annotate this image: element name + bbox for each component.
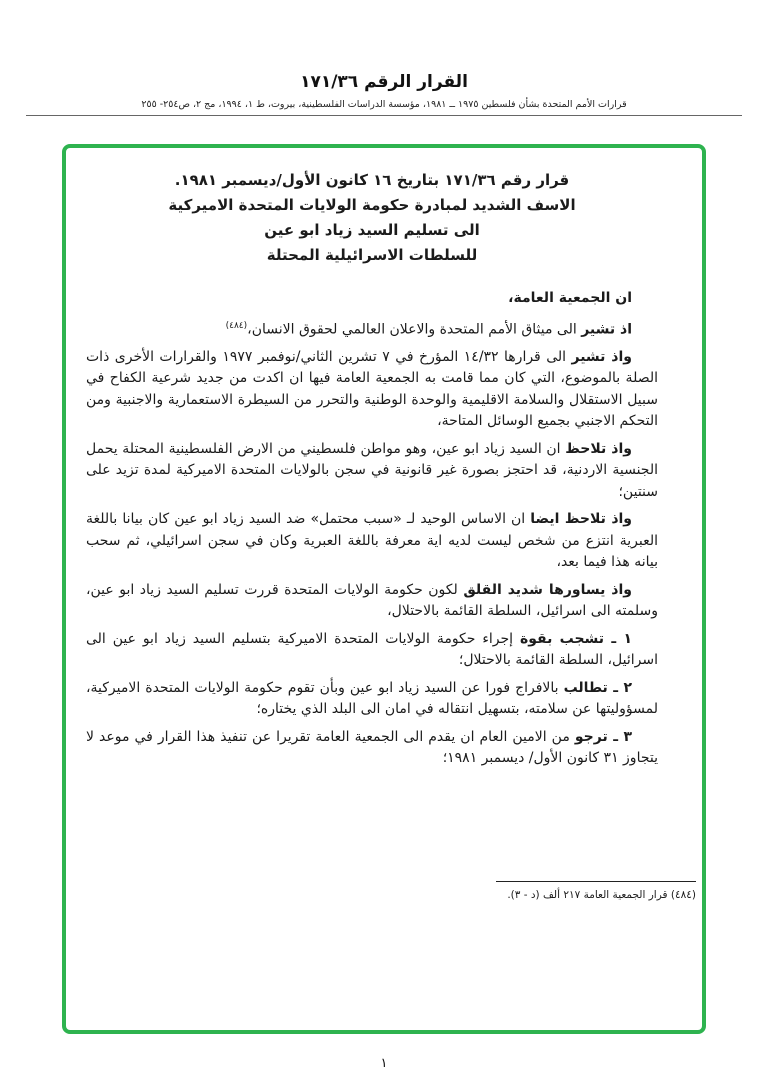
document-title: القرار الرقم ١٧١/٣٦: [300, 72, 468, 92]
citation-line: قرارات الأمم المتحدة بشأن فلسطين ١٩٧٥ ــ ١٩٨١، مؤسسة الدراسات الفلسطينية، بيروت، ط ١، ١٩٩٤، مج ٢، ص٢٥٤- ٢٥٥: [26, 99, 742, 116]
paragraph-preamble-2: واذ تشير الى قرارها ١٤/٣٢ المؤرخ في ٧ تشرين الثاني/نوفمبر ١٩٧٧ والقرارات الأخرى ذات الصلة بالموضوع، التي كان مما قامت به الجمعية العامة فيها ان اكدت من جديد شرعية الكفاح في سبيل الاستقلال والسلامة الاقليمية والوحدة الوطنية والتحرر من السيطرة الاستعمارية والاجنبية ومن التحكم الاجنبي بجميع الوسائل المتاحة،: [86, 348, 658, 430]
footnote-text: (٤٨٤) قرار الجمعية العامة ٢١٧ ألف (د - ٣).: [507, 889, 696, 901]
paragraph-preamble-1: اذ تشير الى ميثاق الأمم المتحدة والاعلان العالمي لحقوق الانسان،$^{(٤٨٤)}$: [225, 320, 632, 338]
resolution-heading-line: الى تسليم السيد زياد ابو عين: [264, 221, 480, 239]
paragraph-preamble-5: واذ يساورها شديد القلق لكون حكومة الولايات المتحدة قررت تسليم السيد زياد ابو عين، وسلمته الى اسرائيل، السلطة القائمة بالاحتلال،: [86, 581, 658, 620]
footnote-separator: [496, 881, 696, 882]
footnote-block: [496, 881, 696, 903]
resolution-heading-line: قرار رقم ١٧١/٣٦ بتاريخ ١٦ كانون الأول/ديسمبر ١٩٨١.: [174, 171, 570, 189]
paragraph-operative-1: ١ ـ تشجب بقوة إجراء حكومة الولايات المتحدة الاميركية بتسليم السيد زياد ابو عين الى اسرائيل، السلطة القائمة بالاحتلال؛: [86, 630, 658, 669]
resolution-heading-line: للسلطات الاسرائيلية المحتلة: [266, 246, 478, 264]
footnote-reference: (٤٨٤): [225, 320, 248, 331]
paragraph-opening: ان الجمعية العامة،: [508, 290, 632, 306]
paragraph-preamble-4: واذ تلاحظ ايضا ان الاساس الوحيد لـ «سبب محتمل» ضد السيد زياد ابو عين كان بيانا باللغة العبرية انتزع من شخص ليست لديه اية معرفة باللغة العبرية وكان في سجن اسرائيلي، ثم سحب بيانه هذا فيما بعد،: [86, 511, 658, 571]
scan-frame: [62, 144, 706, 1034]
resolution-heading-line: الاسف الشديد لمبادرة حكومة الولايات المتحدة الاميركية: [168, 196, 576, 214]
page-number: ١: [380, 1056, 388, 1071]
resolution-heading: [86, 168, 658, 268]
paragraph-operative-3: ٣ ـ ترجو من الامين العام ان يقدم الى الجمعية العامة تقريرا عن تنفيذ هذا القرار في موعد لا يتجاوز ٣١ كانون الأول/ ديسمبر ١٩٨١؛: [86, 728, 658, 767]
paragraph-preamble-3: واذ تلاحظ ان السيد زياد ابو عين، وهو مواطن فلسطيني من الارض الفلسطينية المحتلة يحمل الجنسية الاردنية، قد احتجز بصورة غير قانونية في سجن بالولايات المتحدة الاميركية لمدة تزيد على سنتين؛: [86, 440, 658, 500]
paragraph-operative-2: ٢ ـ تطالب بالافراج فورا عن السيد زياد ابو عين وبأن تقوم حكومة الولايات المتحدة الاميركية، لمسؤوليتها عن سلامته، بتسهيل انتقاله في امان الى البلد الذي يختاره؛: [86, 679, 658, 718]
